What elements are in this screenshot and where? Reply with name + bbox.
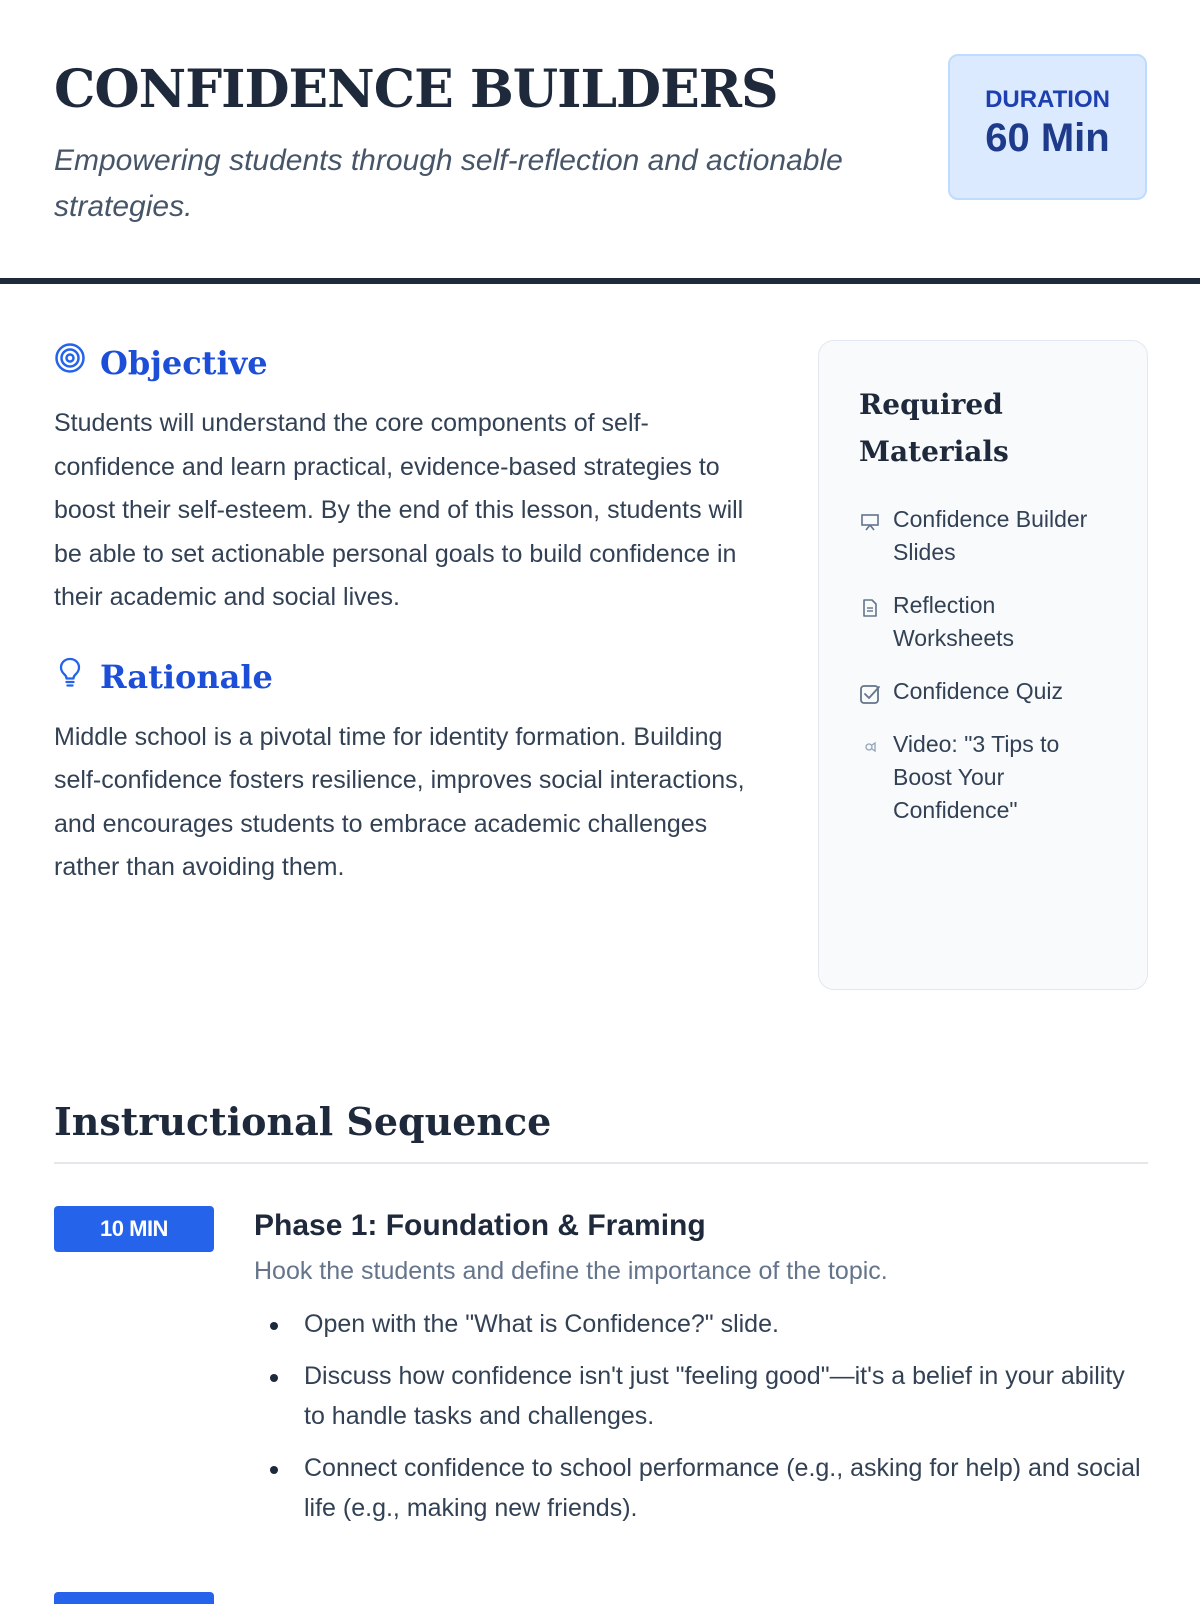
- page-title: CONFIDENCE BUILDERS: [54, 59, 778, 120]
- sequence-title: Instructional Sequence: [54, 1096, 1148, 1164]
- list-item: [859, 728, 1107, 827]
- list-item: [859, 503, 1107, 569]
- lightbulb-icon: [54, 654, 86, 700]
- checkbox-icon: [859, 683, 881, 705]
- page-subtitle: Empowering students through self-reflection and actionable strategies.: [54, 144, 843, 223]
- phase-subtitle: Hook the students and define the importance of the topic.: [254, 1257, 888, 1285]
- material-label: Confidence Builder Slides: [893, 506, 1088, 565]
- phase-1: [54, 1204, 1148, 1528]
- material-label: Reflection Worksheets: [893, 592, 1015, 651]
- phase-title: Phase 1: Foundation & Framing: [254, 1209, 706, 1242]
- list-item: [859, 675, 1107, 708]
- duration-badge: [948, 54, 1147, 200]
- duration-value: 60 Min: [985, 116, 1110, 160]
- next-phase-badge-partial: [54, 1592, 214, 1604]
- objective-section: [54, 340, 754, 620]
- objective-text: Students will understand the core components of self-confidence and learn practical, evidence-based strategies to boost their self-esteem. By the end of this lesson, students will be able to set actionable personal goals to build confidence in their academic and social lives.: [54, 409, 744, 611]
- phase-steps: [268, 1304, 1148, 1528]
- phase-body: [254, 1204, 1148, 1528]
- materials-card: [818, 340, 1148, 990]
- rationale-text: Middle school is a pivotal time for identity formation. Building self-confidence fosters resilience, improves social interactions, and encourages students to embrace academic challenges rather than avoiding them.: [54, 722, 745, 881]
- instructional-sequence: [54, 1096, 1148, 1540]
- list-item: Discuss how confidence isn't just "feeling good"—it's a belief in your ability to handle tasks and challenges.: [268, 1356, 1148, 1436]
- document-icon: [859, 597, 881, 619]
- material-label: Confidence Quiz: [893, 678, 1064, 704]
- target-icon: [54, 340, 86, 386]
- phase-duration-badge: 10 MIN: [54, 1206, 214, 1252]
- video-icon: [859, 736, 881, 758]
- overview-column: [54, 340, 754, 890]
- list-item: [859, 589, 1107, 655]
- materials-title: Required Materials: [859, 388, 1009, 468]
- presentation-icon: [859, 511, 881, 533]
- lesson-header: [0, 0, 1200, 284]
- material-label: Video: "3 Tips to Boost Your Confidence": [893, 731, 1060, 823]
- objective-heading-label: Objective: [100, 344, 268, 382]
- list-item: Connect confidence to school performance (e.g., asking for help) and social life (e.g., making new friends).: [268, 1448, 1148, 1528]
- list-item: Open with the "What is Confidence?" slide.: [268, 1304, 1148, 1344]
- rationale-heading: [54, 654, 754, 700]
- rationale-section: [54, 654, 754, 890]
- materials-list: [859, 503, 1107, 827]
- duration-label: DURATION: [985, 86, 1110, 113]
- objective-heading: [54, 340, 754, 386]
- rationale-heading-label: Rationale: [100, 657, 273, 696]
